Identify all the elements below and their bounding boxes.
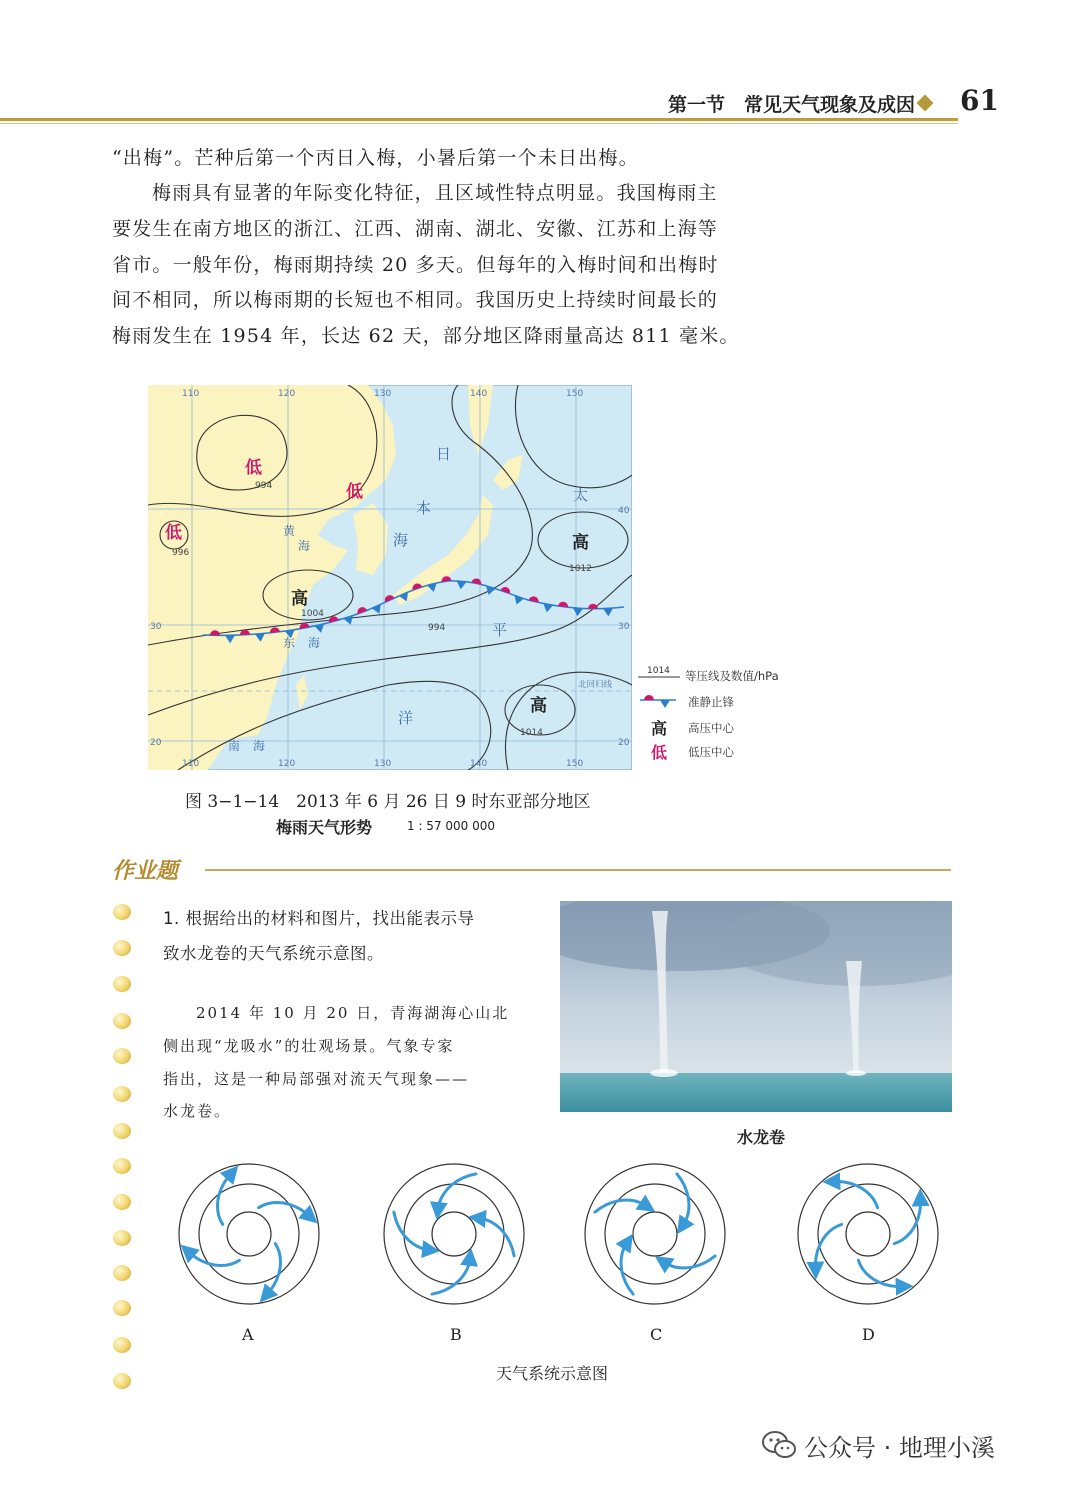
chapter-section-title: 第一节 常见天气现象及成因: [668, 94, 916, 116]
low-pressure-label: 低: [346, 482, 363, 502]
latitude-label: 30: [150, 622, 162, 632]
wind-arrow: [662, 1256, 715, 1268]
wind-arrow: [259, 1203, 311, 1218]
margin-dot: [113, 1194, 131, 1210]
isobar-value: 994: [255, 481, 273, 491]
paragraph-line: 省市。一般年份，梅雨期持续 20 多天。但每年的入梅时间和出梅时: [112, 254, 719, 276]
tropic-label: 北回归线: [578, 680, 613, 690]
wind-arrow: [432, 1257, 470, 1294]
legend-isobar-value: 1014: [647, 666, 670, 676]
margin-dot: [113, 1373, 131, 1389]
sea-label: 海: [298, 539, 311, 553]
sea-label: 海: [308, 636, 321, 650]
wind-arrow: [218, 1172, 233, 1224]
figure-caption: 图 3−1−14 2013 年 6 月 26 日 9 时东亚部分地区: [185, 792, 591, 812]
wind-arrow: [477, 1218, 514, 1256]
longitude-label: 120: [278, 389, 296, 399]
diagram-label-b: B: [450, 1325, 462, 1344]
weather-system-diagram-a: [178, 1163, 320, 1305]
low-pressure-label: 低: [165, 523, 182, 543]
wind-arrow: [266, 1244, 281, 1296]
margin-dot: [113, 1048, 131, 1064]
longitude-label: 150: [566, 389, 584, 399]
sea-label: 东: [283, 636, 296, 650]
sea-label: 海: [393, 531, 409, 549]
paragraph-line: 间不相同，所以梅雨期的长短也不相同。我国历史上持续时间最长的: [112, 289, 719, 311]
high-pressure-label: 高: [530, 696, 547, 716]
weather-map-svg: [148, 385, 632, 770]
margin-dot: [113, 976, 131, 992]
wechat-icon: [762, 1430, 796, 1460]
longitude-label: 140: [470, 759, 488, 769]
diamond-icon: [917, 95, 934, 112]
homework-title: 作业题: [112, 859, 179, 884]
material-line: 指出，这是一种局部强对流天气现象——: [163, 1070, 470, 1088]
legend-low-symbol: 低: [651, 743, 668, 762]
waterspout-photo: [560, 901, 952, 1112]
legend-front-label: 准静止锋: [688, 695, 734, 709]
isobar-ring: [605, 1184, 705, 1284]
photo-caption: 水龙卷: [737, 1128, 786, 1147]
weather-system-diagram-b: [383, 1163, 525, 1305]
sea-label: 黄: [283, 524, 296, 538]
isobar-value: 1012: [569, 564, 592, 574]
weather-map: [148, 385, 632, 770]
wind-arrow: [187, 1251, 239, 1266]
paragraph-line: 梅雨具有显著的年际变化特征，且区域性特点明显。我国梅雨主: [152, 182, 718, 204]
material-line: 侧出现“龙吸水”的壮观场景。气象专家: [163, 1037, 455, 1055]
margin-dot: [113, 1123, 131, 1139]
material-line: 水龙卷。: [163, 1102, 232, 1120]
figure-caption-title: 梅雨天气形势: [276, 818, 373, 837]
sea-label: 南: [228, 739, 241, 753]
margin-dot: [113, 1300, 131, 1316]
margin-dot: [113, 1013, 131, 1029]
header-rule: [0, 118, 958, 121]
weather-system-diagram-c: [584, 1163, 726, 1305]
isobar-ring: [179, 1164, 319, 1304]
wind-arrow: [621, 1241, 633, 1294]
sea-label: 洋: [398, 709, 414, 727]
margin-dot: [113, 1086, 131, 1102]
latitude-label: 20: [618, 738, 630, 748]
margin-dot: [113, 904, 131, 920]
longitude-label: 140: [470, 389, 488, 399]
high-pressure-label: 高: [572, 533, 589, 553]
diagram-caption: 天气系统示意图: [496, 1364, 609, 1383]
diagram-label-a: A: [242, 1325, 254, 1344]
longitude-label: 130: [374, 389, 392, 399]
longitude-label: 130: [374, 759, 392, 769]
sea-label: 平: [492, 621, 508, 639]
isobar-value: 996: [172, 548, 190, 558]
paragraph-line: “出梅”。芒种后第一个丙日入梅，小暑后第一个未日出梅。: [112, 147, 639, 169]
margin-dot: [113, 940, 131, 956]
legend-high-label: 高压中心: [688, 721, 734, 735]
sea-label: 海: [253, 739, 266, 753]
low-pressure-label: 低: [245, 458, 262, 478]
isobar-value: 1004: [301, 609, 324, 619]
margin-dot: [113, 1337, 131, 1353]
isobar-ring: [633, 1212, 677, 1256]
diagram-label-c: C: [650, 1325, 663, 1344]
legend-low-label: 低压中心: [688, 745, 734, 759]
high-pressure-label: 高: [291, 589, 308, 609]
isobar-value: 1014: [520, 728, 543, 738]
isobar-ring: [404, 1184, 504, 1284]
isobar-value: 994: [428, 623, 446, 633]
paragraph-line: 要发生在南方地区的浙江、江西、湖南、湖北、安徽、江苏和上海等: [112, 218, 719, 240]
diagram-label-d: D: [862, 1325, 875, 1344]
longitude-label: 120: [278, 759, 296, 769]
weather-system-diagram-d: [797, 1163, 939, 1305]
wind-arrow: [438, 1174, 476, 1211]
isobar-ring: [432, 1212, 476, 1256]
paragraph-line: 梅雨发生在 1954 年，长达 62 天，部分地区降雨量高达 811 毫米。: [112, 325, 740, 347]
longitude-label: 110: [182, 759, 200, 769]
sea-label: 太: [573, 486, 589, 504]
front-legend-icon: [638, 692, 678, 710]
question-line: 1. 根据给出的材料和图片，找出能表示导: [163, 909, 475, 928]
isobar-ring: [798, 1164, 938, 1304]
isobar-ring: [818, 1184, 918, 1284]
latitude-label: 20: [150, 738, 162, 748]
isobar-ring: [846, 1212, 890, 1256]
map-scale: 1 : 57 000 000: [407, 819, 496, 833]
longitude-label: 150: [566, 759, 584, 769]
page-number: 61: [960, 84, 999, 117]
margin-dot: [113, 1265, 131, 1281]
wind-arrow: [394, 1212, 431, 1250]
sea-label: 本: [416, 499, 432, 517]
isobar-ring: [585, 1164, 725, 1304]
header-rule-thin: [0, 123, 958, 124]
sea-label: 日: [436, 445, 452, 463]
wind-arrow: [595, 1200, 648, 1212]
material-line: 2014 年 10 月 20 日，青海湖海心山北: [196, 1004, 510, 1022]
latitude-label: 30: [618, 622, 630, 632]
map-legend: [636, 668, 796, 768]
longitude-label: 110: [182, 389, 200, 399]
legend-high-symbol: 高: [651, 719, 668, 738]
homework-rule: [205, 869, 951, 871]
wind-arrow: [677, 1174, 689, 1227]
latitude-label: 40: [618, 506, 630, 516]
question-line: 致水龙卷的天气系统示意图。: [163, 944, 384, 963]
margin-dot: [113, 1230, 131, 1246]
watermark-text: 公众号 · 地理小溪: [804, 1434, 995, 1462]
isobar-ring: [227, 1212, 271, 1256]
margin-dot: [113, 1158, 131, 1174]
isobar-ring: [199, 1184, 299, 1284]
legend-isobar-label: 等压线及数值/hPa: [685, 669, 779, 683]
